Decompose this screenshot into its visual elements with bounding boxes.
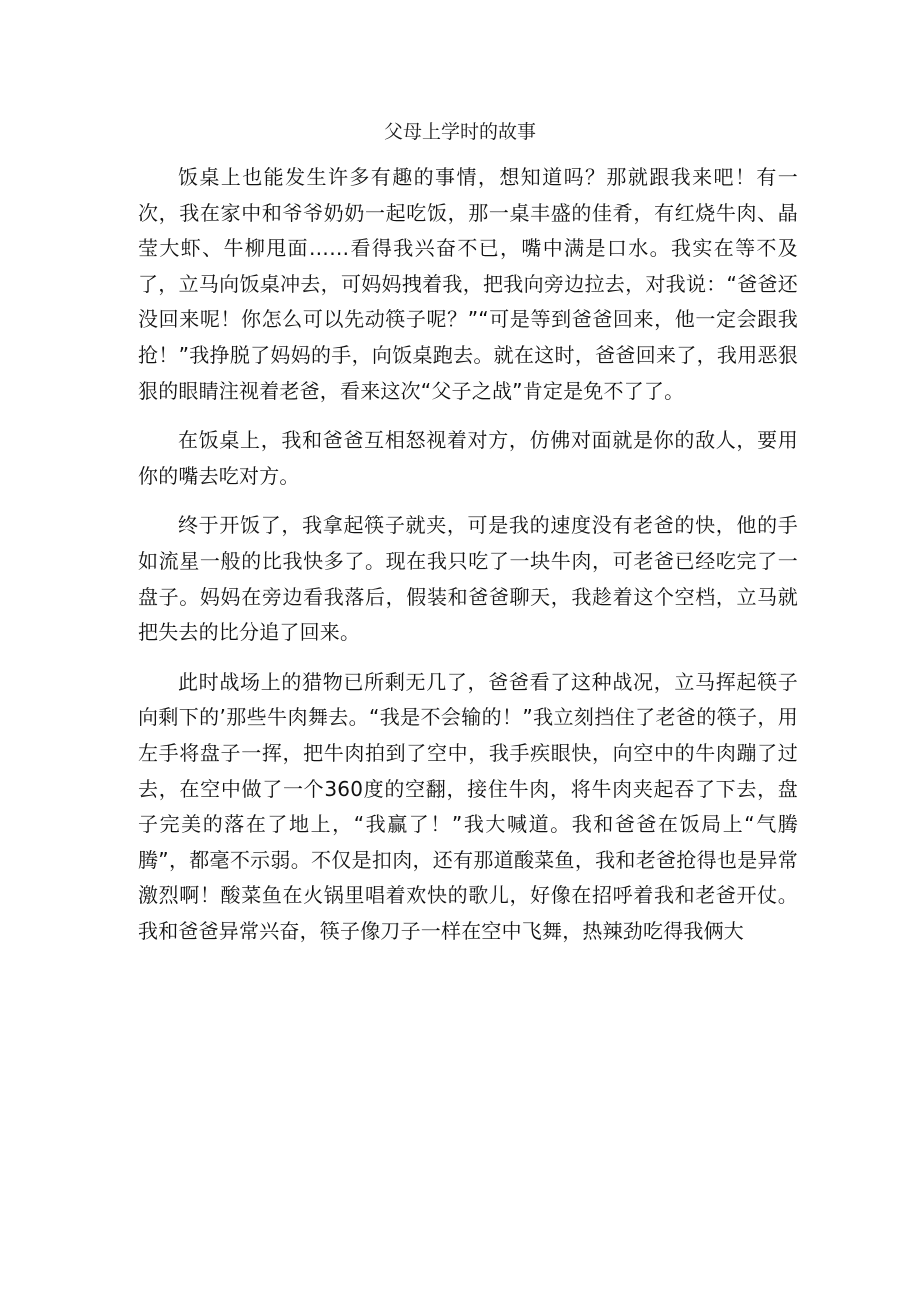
paragraph-4: 此时战场上的猎物已所剩无几了，爸爸看了这种战况，立马挥起筷子向剩下的’那些牛肉舞去。“我是不会输的！”我立刻挡住了老爸的筷子，用左手将盘子一挥，把牛肉拍到了空中，我手疾眼快，向空中的牛肉蹦了过去，在空中做了一个360度的空翻，接住牛肉，将牛肉夹起吞了下去，盘子完美的落在了地上，“我赢了！”我大喊道。我和爸爸在饭局上“气腾腾”，都毫不示弱。不仅是扣肉，还有那道酸菜鱼，我和老爸抢得也是异常激烈啊！酸菜鱼在火锅里唱着欢快的歌儿，好像在招呼着我和老爸开仗。我和爸爸异常兴奋，筷子像刀子一样在空中飞舞，热辣劲吃得我俩大 xyxy=(138,669,798,943)
paragraph-2: 在饭桌上，我和爸爸互相怒视着对方，仿佛对面就是你的敌人，要用你的嘴去吃对方。 xyxy=(138,428,798,488)
document-title: 父母上学时的故事 xyxy=(383,121,536,143)
document-body xyxy=(138,160,798,963)
paragraph-3: 终于开饭了，我拿起筷子就夹，可是我的速度没有老爸的快，他的手如流星一般的比我快多了。现在我只吃了一块牛肉，可老爸已经吃完了一盘子。妈妈在旁边看我落后，假装和爸爸聊天，我趁着这个空档，立马就把失去的比分追了回来。 xyxy=(138,513,798,645)
paragraph-1: 饭桌上也能发生许多有趣的事情，想知道吗？那就跟我来吧！有一次，我在家中和爷爷奶奶一起吃饭，那一桌丰盛的佳肴，有红烧牛肉、晶莹大虾、牛柳甩面……看得我兴奋不已，嘴中满是口水。我实在等不及了，立马向饭桌冲去，可妈妈拽着我，把我向旁边拉去，对我说：“爸爸还没回来呢！你怎么可以先动筷子呢？”“可是等到爸爸回来，他一定会跟我抢！”我挣脱了妈妈的手，向饭桌跑去。就在这时，爸爸回来了，我用恶狠狠的眼睛注视着老爸，看来这次“父子之战”肯定是免不了了。 xyxy=(138,165,798,403)
